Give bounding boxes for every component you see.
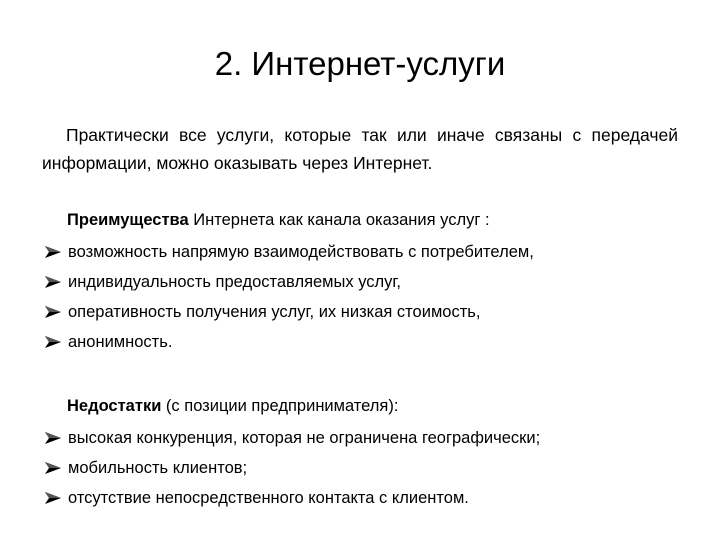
list-item-text: оперативность получения услуг, их низкая стоимость, xyxy=(68,302,481,321)
list-item-text: индивидуальность предоставляемых услуг, xyxy=(68,272,401,291)
list-item xyxy=(44,297,534,327)
disadvantages-heading xyxy=(67,395,398,417)
list-item xyxy=(44,453,540,483)
advantages-list xyxy=(44,237,534,357)
list-item-text: мобильность клиентов; xyxy=(68,458,248,477)
arrowhead-bullet-icon xyxy=(44,431,62,445)
list-item xyxy=(44,327,534,357)
advantages-heading-rest: Интернета как канала оказания услуг : xyxy=(188,211,490,229)
list-item xyxy=(44,237,534,267)
arrowhead-bullet-icon xyxy=(44,305,62,319)
list-item xyxy=(44,423,540,453)
disadvantages-heading-bold: Недостатки xyxy=(67,397,162,415)
advantages-heading xyxy=(67,209,490,231)
list-item-text: высокая конкуренция, которая не ограничена географически; xyxy=(68,428,541,447)
list-item-text: анонимность. xyxy=(68,332,173,351)
intro-paragraph: Практически все услуги, которые так или иначе связаны с передачей информации, можно оказывать через Интернет. xyxy=(42,125,678,173)
advantages-heading-bold: Преимущества xyxy=(67,211,189,229)
arrowhead-bullet-icon xyxy=(44,245,62,259)
arrowhead-bullet-icon xyxy=(44,491,62,505)
disadvantages-heading-rest: (с позиции предпринимателя): xyxy=(161,397,399,415)
disadvantages-list xyxy=(44,423,540,513)
list-item xyxy=(44,483,540,513)
arrowhead-bullet-icon xyxy=(44,275,62,289)
arrowhead-bullet-icon xyxy=(44,461,62,475)
list-item-text: отсутствие непосредственного контакта с клиентом. xyxy=(68,488,469,507)
list-item-text: возможность напрямую взаимодействовать с потребителем, xyxy=(68,242,534,261)
slide-title: 2. Интернет-услуги xyxy=(214,45,506,82)
list-item xyxy=(44,267,534,297)
arrowhead-bullet-icon xyxy=(44,335,62,349)
